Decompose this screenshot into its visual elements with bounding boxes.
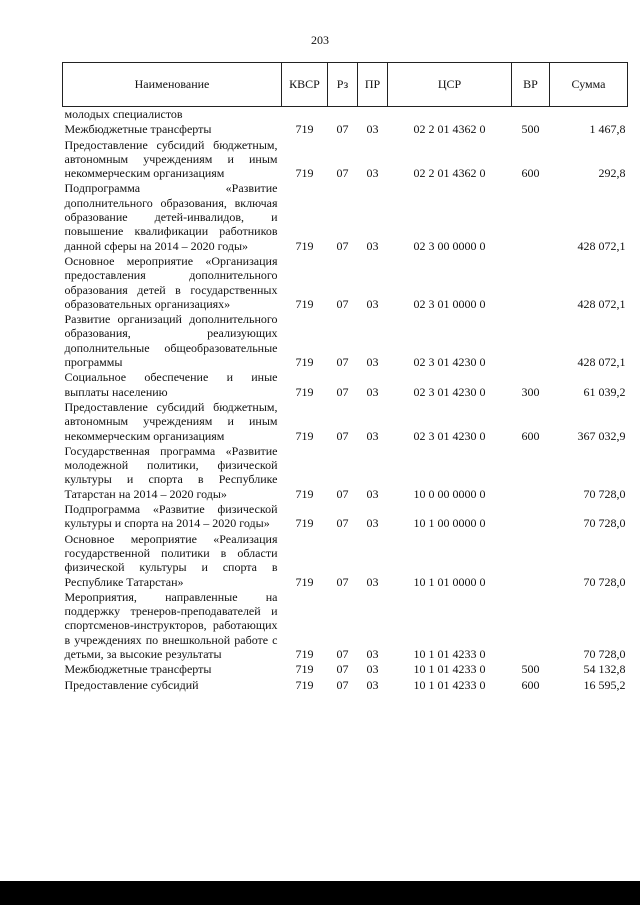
cell-csr: 10 1 00 0000 0 bbox=[413, 516, 486, 531]
cell-rz: 07 bbox=[336, 574, 349, 589]
cell-vr: 500 bbox=[521, 662, 540, 677]
cell-pr: 03 bbox=[366, 574, 379, 589]
cell-sum: 70 728,0 bbox=[583, 516, 626, 531]
cell-rz: 07 bbox=[336, 384, 349, 399]
cell-vr bbox=[512, 590, 550, 662]
cell-sum: 70 728,0 bbox=[583, 646, 626, 661]
cell-vr: 500 bbox=[521, 122, 540, 137]
cell-name: Подпрограмма «Развитие дополнительного образования, включая образование детей-инвалидов, и повышение квалификации работников данной сферы на 2014 – 2020 годы» bbox=[64, 181, 278, 253]
table-row bbox=[63, 138, 628, 182]
cell-sum: 16 595,2 bbox=[583, 677, 626, 692]
cell-csr: 10 1 01 0000 0 bbox=[413, 574, 486, 589]
cell-csr: 02 3 00 0000 0 bbox=[413, 238, 486, 253]
cell-kvsr: 719 bbox=[295, 646, 314, 661]
cell-sum: 367 032,9 bbox=[577, 428, 626, 443]
cell-kvsr: 719 bbox=[295, 677, 314, 692]
cell-name: Подпрограмма «Развитие физической культуры и спорта на 2014 – 2020 годы» bbox=[64, 502, 278, 531]
cell-kvsr: 719 bbox=[295, 384, 314, 399]
cell-rz bbox=[328, 107, 358, 123]
table-row bbox=[63, 678, 628, 693]
cell-name: Межбюджетные трансферты bbox=[64, 662, 212, 677]
cell-kvsr: 719 bbox=[295, 662, 314, 677]
cell-kvsr: 719 bbox=[295, 574, 314, 589]
cell-pr: 03 bbox=[366, 296, 379, 311]
cell-vr bbox=[512, 532, 550, 590]
cell-sum: 61 039,2 bbox=[583, 384, 626, 399]
header-pr: ПР bbox=[358, 63, 388, 107]
table-row bbox=[63, 400, 628, 444]
cell-pr bbox=[358, 107, 388, 123]
cell-name: Государственная программа «Развитие молодежной политики, физической культуры и спорта в Республике Татарстан на 2014 – 2020 годы» bbox=[64, 443, 278, 501]
cell-rz: 07 bbox=[336, 486, 349, 501]
cell-csr: 02 2 01 4362 0 bbox=[413, 166, 486, 181]
cell-pr: 03 bbox=[366, 516, 379, 531]
header-rz: Рз bbox=[328, 63, 358, 107]
cell-rz: 07 bbox=[336, 355, 349, 370]
table-row bbox=[63, 532, 628, 590]
cell-pr: 03 bbox=[366, 238, 379, 253]
cell-vr bbox=[512, 254, 550, 312]
cell-kvsr: 719 bbox=[295, 166, 314, 181]
table-header bbox=[63, 63, 628, 107]
cell-name: Предоставление субсидий бюджетным, автономным учреждениям и иным некоммерческим организациям bbox=[64, 399, 278, 443]
cell-csr: 10 1 01 4233 0 bbox=[413, 677, 486, 692]
cell-rz: 07 bbox=[336, 166, 349, 181]
cell-vr bbox=[512, 444, 550, 502]
cell-pr: 03 bbox=[366, 122, 379, 137]
cell-pr: 03 bbox=[366, 646, 379, 661]
cell-rz: 07 bbox=[336, 677, 349, 692]
cell-sum: 1 467,8 bbox=[589, 122, 626, 137]
table-row bbox=[63, 662, 628, 677]
cell-kvsr: 719 bbox=[295, 122, 314, 137]
header-name: Наименование bbox=[63, 63, 282, 107]
cell-vr: 600 bbox=[521, 166, 540, 181]
cell-csr bbox=[388, 107, 512, 123]
cell-name: Мероприятия, направленные на поддержку тренеров-преподавателей и спортсменов-инструкторов, работающих в учреждениях по внешкольной работе с детьми, за высокие результаты bbox=[64, 589, 278, 661]
cell-csr: 02 3 01 4230 0 bbox=[413, 355, 486, 370]
table-row bbox=[63, 122, 628, 137]
cell-name: молодых специалистов bbox=[64, 107, 183, 121]
table-row bbox=[63, 312, 628, 370]
table-row bbox=[63, 444, 628, 502]
cell-vr: 600 bbox=[521, 677, 540, 692]
cell-vr: 600 bbox=[521, 428, 540, 443]
cell-csr: 10 1 01 4233 0 bbox=[413, 662, 486, 677]
cell-pr: 03 bbox=[366, 662, 379, 677]
cell-vr bbox=[512, 107, 550, 123]
cell-kvsr: 719 bbox=[295, 238, 314, 253]
cell-kvsr: 719 bbox=[295, 516, 314, 531]
cell-kvsr: 719 bbox=[295, 296, 314, 311]
cell-rz: 07 bbox=[336, 516, 349, 531]
table-body bbox=[63, 107, 628, 693]
table-row bbox=[63, 502, 628, 532]
cell-pr: 03 bbox=[366, 355, 379, 370]
cell-name: Развитие организаций дополнительного образования, реализующих дополнительные общеобразовательные программы bbox=[64, 312, 278, 370]
cell-name: Социальное обеспечение и иные выплаты населению bbox=[64, 370, 278, 399]
cell-kvsr: 719 bbox=[295, 355, 314, 370]
table-row bbox=[63, 590, 628, 662]
cell-csr: 02 2 01 4362 0 bbox=[413, 122, 486, 137]
cell-rz: 07 bbox=[336, 662, 349, 677]
cell-sum: 428 072,1 bbox=[577, 238, 626, 253]
cell-rz: 07 bbox=[336, 122, 349, 137]
cell-pr: 03 bbox=[366, 486, 379, 501]
table-row bbox=[63, 254, 628, 312]
cell-rz: 07 bbox=[336, 238, 349, 253]
cell-sum: 54 132,8 bbox=[583, 662, 626, 677]
scan-edge-bar bbox=[0, 881, 640, 905]
cell-pr: 03 bbox=[366, 677, 379, 692]
cell-name: Основное мероприятие «Организация предоставления дополнительного образования детей в государственных образовательных организациях» bbox=[64, 253, 278, 311]
cell-name: Предоставление субсидий bbox=[64, 677, 199, 692]
cell-name: Предоставление субсидий бюджетным, автономным учреждениям и иным некоммерческим организациям bbox=[64, 137, 278, 181]
cell-sum: 70 728,0 bbox=[583, 486, 626, 501]
cell-pr: 03 bbox=[366, 166, 379, 181]
cell-sum: 428 072,1 bbox=[577, 355, 626, 370]
cell-sum bbox=[550, 107, 628, 123]
table-row bbox=[63, 107, 628, 123]
cell-vr bbox=[512, 181, 550, 253]
cell-sum: 428 072,1 bbox=[577, 296, 626, 311]
cell-rz: 07 bbox=[336, 296, 349, 311]
cell-csr: 02 3 01 4230 0 bbox=[413, 384, 486, 399]
cell-csr: 02 3 01 0000 0 bbox=[413, 296, 486, 311]
table-row bbox=[63, 370, 628, 400]
cell-kvsr bbox=[282, 107, 328, 123]
cell-kvsr: 719 bbox=[295, 486, 314, 501]
header-vr: ВР bbox=[512, 63, 550, 107]
header-csr: ЦСР bbox=[388, 63, 512, 107]
cell-vr bbox=[512, 502, 550, 532]
cell-pr: 03 bbox=[366, 384, 379, 399]
cell-rz: 07 bbox=[336, 646, 349, 661]
cell-pr: 03 bbox=[366, 428, 379, 443]
header-kvsr: КВСР bbox=[282, 63, 328, 107]
cell-csr: 02 3 01 4230 0 bbox=[413, 428, 486, 443]
cell-name: Основное мероприятие «Реализация государственной политики в области физической культуры и спорта в Республике Татарстан» bbox=[64, 531, 278, 589]
cell-sum: 70 728,0 bbox=[583, 574, 626, 589]
cell-kvsr: 719 bbox=[295, 428, 314, 443]
cell-csr: 10 0 00 0000 0 bbox=[413, 486, 486, 501]
cell-rz: 07 bbox=[336, 428, 349, 443]
cell-sum: 292,8 bbox=[598, 166, 626, 181]
cell-csr: 10 1 01 4233 0 bbox=[413, 646, 486, 661]
page-number: 203 bbox=[311, 33, 329, 47]
cell-vr bbox=[512, 312, 550, 370]
cell-vr: 300 bbox=[521, 384, 540, 399]
table-row bbox=[63, 181, 628, 253]
cell-name: Межбюджетные трансферты bbox=[64, 122, 212, 137]
budget-table bbox=[62, 62, 628, 693]
header-sum: Сумма bbox=[550, 63, 628, 107]
